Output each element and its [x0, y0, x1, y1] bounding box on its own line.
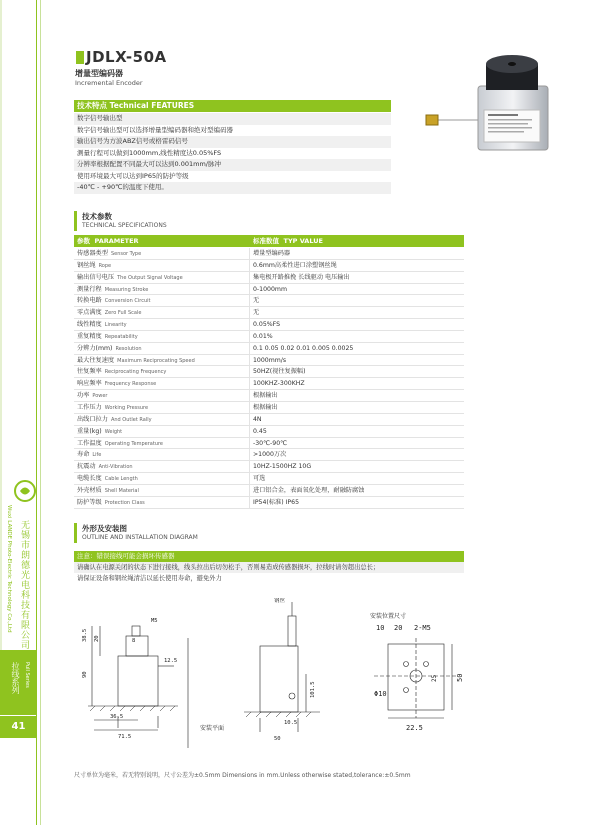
spec-param-cn: 出线口拉力 — [77, 415, 108, 423]
series-label-en: Pull Series — [24, 662, 30, 688]
spec-value: 0.05%FS — [253, 321, 281, 329]
sidebar — [0, 0, 44, 825]
spec-row — [74, 260, 464, 272]
spec-param-cn: 测量行程 — [77, 285, 102, 293]
column-divider — [249, 260, 250, 271]
spec-row — [74, 414, 464, 426]
outline-section-title-cn: 外形及安装图 — [82, 524, 127, 533]
spec-value: 50HZ(视往复振幅) — [253, 368, 306, 376]
company-name-en: Wuxi LANDE Photo-Electric Technology Co.,Ltd — [6, 505, 12, 633]
spec-row — [74, 366, 464, 378]
side-view-drawing — [88, 626, 188, 748]
spec-param-en: Resolution — [115, 345, 142, 352]
spec-value: 0-1000mm — [253, 285, 287, 293]
spec-row — [74, 473, 464, 485]
spec-row — [74, 284, 464, 296]
ground-hatch-left — [90, 706, 175, 711]
spec-param-en: The Output Signal Voltage — [117, 274, 183, 281]
spec-row — [74, 485, 464, 497]
dim-label: 36.5 — [110, 714, 124, 720]
spec-row — [74, 331, 464, 343]
dim-label: 20 — [94, 635, 100, 642]
dim-label: 50 — [274, 736, 281, 742]
column-divider — [249, 331, 250, 342]
spec-param-en: Anti-Vibration — [98, 464, 133, 471]
specs-section-title-en: TECHNICAL SPECIFICATIONS — [82, 222, 167, 229]
subtitle-en: Incremental Encoder — [75, 79, 143, 87]
spec-param-en: Sensor Type — [110, 251, 142, 257]
spec-value: IP54(标准) IP65 — [253, 498, 300, 506]
spec-param-cn: 重量(kg) — [77, 427, 102, 435]
spec-value: >1000万次 — [253, 451, 287, 459]
spec-row — [74, 295, 464, 307]
spec-row — [74, 426, 464, 438]
spec-param-en: Life — [92, 452, 102, 459]
spec-row — [74, 390, 464, 402]
warning-heading: 注意：错误接线可能会损坏传感器 — [74, 551, 464, 562]
column-divider — [249, 319, 250, 330]
spec-param-en: Maximum Reciprocating Speed — [117, 357, 195, 364]
spec-param-cn: 钢丝绳 — [77, 261, 96, 269]
spec-value: 根据输出 — [253, 403, 278, 411]
title-marker — [76, 51, 84, 64]
header-param-en: PARAMETER — [94, 237, 139, 245]
column-divider — [249, 378, 250, 389]
column-divider — [249, 438, 250, 449]
spec-value: 无 — [253, 309, 260, 317]
note-line: 请确认在电源关闭的状态下进行接线，线头拉出后切勿松手，否则易造成传感器损坏，拉线时请勿超出总长； — [74, 562, 464, 573]
column-divider — [249, 390, 250, 401]
spec-value: 0.01% — [253, 332, 273, 340]
spec-value: -30℃-90℃ — [253, 439, 288, 447]
spec-param-cn: 输出信号电压 — [77, 273, 115, 281]
spec-param-en: And Outlet Rally — [110, 416, 152, 423]
spec-value: 4N — [253, 415, 262, 423]
spec-param-cn: 抗震动 — [77, 463, 96, 471]
company-logo-icon — [14, 480, 36, 502]
spec-param-en: Weight — [104, 428, 123, 435]
column-divider — [249, 343, 250, 354]
outline-section-marker — [74, 523, 77, 543]
dim-label: 12.5 — [164, 658, 178, 664]
front-view-drawing — [244, 602, 320, 732]
company-name-cn: 无锡市朗德光电科技有限公司 — [19, 520, 29, 650]
mounting-view-drawing — [374, 638, 458, 718]
spec-param — [77, 497, 145, 510]
column-divider — [249, 284, 250, 295]
column-divider — [249, 366, 250, 377]
dim-label: 50 — [456, 673, 464, 682]
column-divider — [249, 485, 250, 496]
spec-param-en: Measuring Stroke — [104, 286, 149, 293]
dim-label: 71.5 — [118, 734, 132, 740]
page-title: JDLX-50A — [86, 48, 167, 66]
spec-row — [74, 307, 464, 319]
spec-value: 集电极开路推挽 长线驱动 电压输出 — [253, 273, 350, 281]
spec-param-en: Frequency Response — [104, 381, 157, 388]
spec-value: 0.6mm高柔性进口涂塑钢丝绳 — [253, 261, 337, 269]
spec-param-en: Rope — [98, 262, 112, 269]
dim-label: 38.5 — [82, 628, 88, 642]
dim-label: 25 — [431, 674, 438, 682]
dim-label: 8 — [132, 638, 136, 644]
mounting-hole-icon — [289, 693, 295, 699]
spec-param-en: Linearity — [104, 322, 127, 329]
spec-row — [74, 343, 464, 355]
column-divider — [249, 307, 250, 318]
spec-param-en: Operating Temperature — [104, 440, 164, 447]
spec-row — [74, 355, 464, 367]
spec-param-cn: 线性精度 — [77, 321, 102, 329]
spec-param-cn: 转换电路 — [77, 297, 102, 305]
dim-label: 20 — [394, 624, 403, 632]
product-photo — [422, 52, 562, 160]
feature-item: 数字信号输出型可以选择增量型编码器和绝对型编码器 — [77, 125, 233, 134]
spec-value: 根据输出 — [253, 392, 278, 400]
spec-param-cn: 外壳材质 — [77, 486, 102, 494]
outline-drawing — [74, 598, 494, 748]
spec-param-en: Zero Full Scale — [104, 310, 142, 317]
spec-param-en: Reciprocating Frequency — [104, 369, 167, 376]
spec-param-cn: 往复频率 — [77, 368, 102, 376]
spec-table — [74, 248, 464, 509]
spec-value: 进口铝合金，表面氧化处理，耐融防腐蚀 — [253, 486, 365, 494]
specs-section-marker — [74, 211, 77, 231]
column-divider — [249, 248, 250, 259]
spec-value: 0.1 0.05 0.02 0.01 0.005 0.0025 — [253, 344, 354, 352]
spec-value: 1000mm/s — [253, 356, 287, 364]
spec-param-en: Repeatability — [104, 333, 138, 340]
spec-row — [74, 378, 464, 390]
spec-param-cn: 寿命 — [77, 451, 90, 459]
spec-param-cn: 零点满度 — [77, 309, 102, 317]
dim-label: Φ10 — [374, 690, 387, 698]
spec-row — [74, 449, 464, 461]
spec-value: 0.45 — [253, 427, 267, 435]
spec-param-en: Working Pressure — [104, 404, 149, 411]
spec-value: 无 — [253, 297, 260, 305]
spec-value: 10HZ-1500HZ 10G — [253, 463, 312, 471]
spec-row — [74, 272, 464, 284]
header-value-en: TYP VALUE — [283, 237, 323, 245]
feature-item: 使用环境最大可以达到IP65的防护等级 — [77, 171, 189, 180]
column-divider — [249, 295, 250, 306]
spec-value: 增量型编码器 — [253, 250, 291, 257]
spec-value: 100KHZ-300KHZ — [253, 380, 305, 388]
dim-label: 10.5 — [284, 720, 298, 726]
ground-hatch-middle — [246, 712, 311, 717]
spec-param-cn: 重复精度 — [77, 332, 102, 340]
feature-item: 测量行程可以做到1000mm,线性精度达0.05%FS — [77, 148, 222, 157]
mount-size-label: 安装位置尺寸 — [370, 613, 407, 620]
feature-item: 分辨率根据配置不同最大可以达到0.001mm/脉冲 — [74, 159, 391, 171]
sidebar-divider-light — [40, 0, 41, 825]
footer-note: 尺寸单位为毫米，若无特别说明，尺寸公差为±0.5mm Dimensions in mm.Unless otherwise stated,tolerance:±0.5mm — [74, 772, 411, 779]
spec-param-cn: 响应频率 — [77, 380, 102, 388]
spec-param-en: Conversion Circuit — [104, 298, 151, 305]
spec-param-en: Protection Class — [104, 499, 145, 506]
mount-plane-label: 安装平面 — [200, 725, 225, 732]
dim-label: 22.5 — [406, 724, 423, 732]
column-divider — [249, 355, 250, 366]
specs-section-title-cn: 技术参数 — [82, 212, 112, 221]
dim-label: 101.5 — [310, 681, 316, 698]
spec-param-en: Shell Material — [104, 487, 139, 494]
spec-param-cn: 功率 — [77, 392, 90, 400]
spec-param-en: Cable Length — [104, 476, 138, 483]
feature-item: 数字信号输出型 — [74, 113, 391, 125]
spec-row — [74, 402, 464, 414]
subtitle-cn: 增量型编码器 — [75, 69, 123, 78]
header-param-cn: 参数 — [77, 237, 90, 245]
spec-row — [74, 438, 464, 450]
column-divider — [249, 414, 250, 425]
spec-param-cn: 工作温度 — [77, 439, 102, 447]
spec-param-cn: 防护等级 — [77, 498, 102, 506]
column-divider — [249, 473, 250, 484]
spec-row — [74, 248, 464, 260]
sidebar-accent — [0, 0, 2, 650]
column-divider — [249, 426, 250, 437]
rope-label: 钢丝 — [274, 598, 286, 604]
spec-param-en: Power — [92, 393, 108, 400]
spec-param-cn: 分辨力(mm) — [77, 344, 113, 352]
feature-item: 输出信号为方波ABZ信号或格雷码信号 — [74, 136, 391, 148]
features-heading: 技术特点 Technical FEATURES — [74, 100, 391, 112]
spec-param-cn: 最大往复速度 — [77, 356, 115, 364]
column-divider — [249, 461, 250, 472]
note-line: 请保证设备和钢丝绳清洁以延长使用寿命，避免外力 — [77, 575, 222, 582]
column-divider — [249, 497, 250, 508]
spec-table-header — [74, 235, 464, 247]
dim-label-m5: M5 — [151, 618, 158, 624]
spec-param-cn: 电缆长度 — [77, 475, 102, 483]
spec-param-cn: 工作压力 — [77, 403, 102, 411]
column-divider — [249, 449, 250, 460]
feature-item: -40℃ - +90℃的温度下使用。 — [74, 182, 391, 194]
series-label-cn: 拉线系列 — [11, 662, 20, 694]
column-divider — [249, 402, 250, 413]
header-value-cn: 标准数值 — [253, 237, 279, 245]
page-number: 41 — [0, 716, 37, 738]
features-list — [74, 113, 391, 194]
dim-label: 90 — [82, 671, 88, 678]
spec-row — [74, 497, 464, 509]
spec-row — [74, 461, 464, 473]
dim-label: 10 — [376, 624, 385, 632]
column-divider — [249, 272, 250, 283]
outline-section-title-en: OUTLINE AND INSTALLATION DIAGRAM — [82, 534, 198, 541]
spec-param-cn: 传感器类型 — [77, 250, 108, 257]
spec-value: 可选 — [253, 475, 266, 483]
dim-label: 2-M5 — [414, 624, 431, 632]
spec-row — [74, 319, 464, 331]
